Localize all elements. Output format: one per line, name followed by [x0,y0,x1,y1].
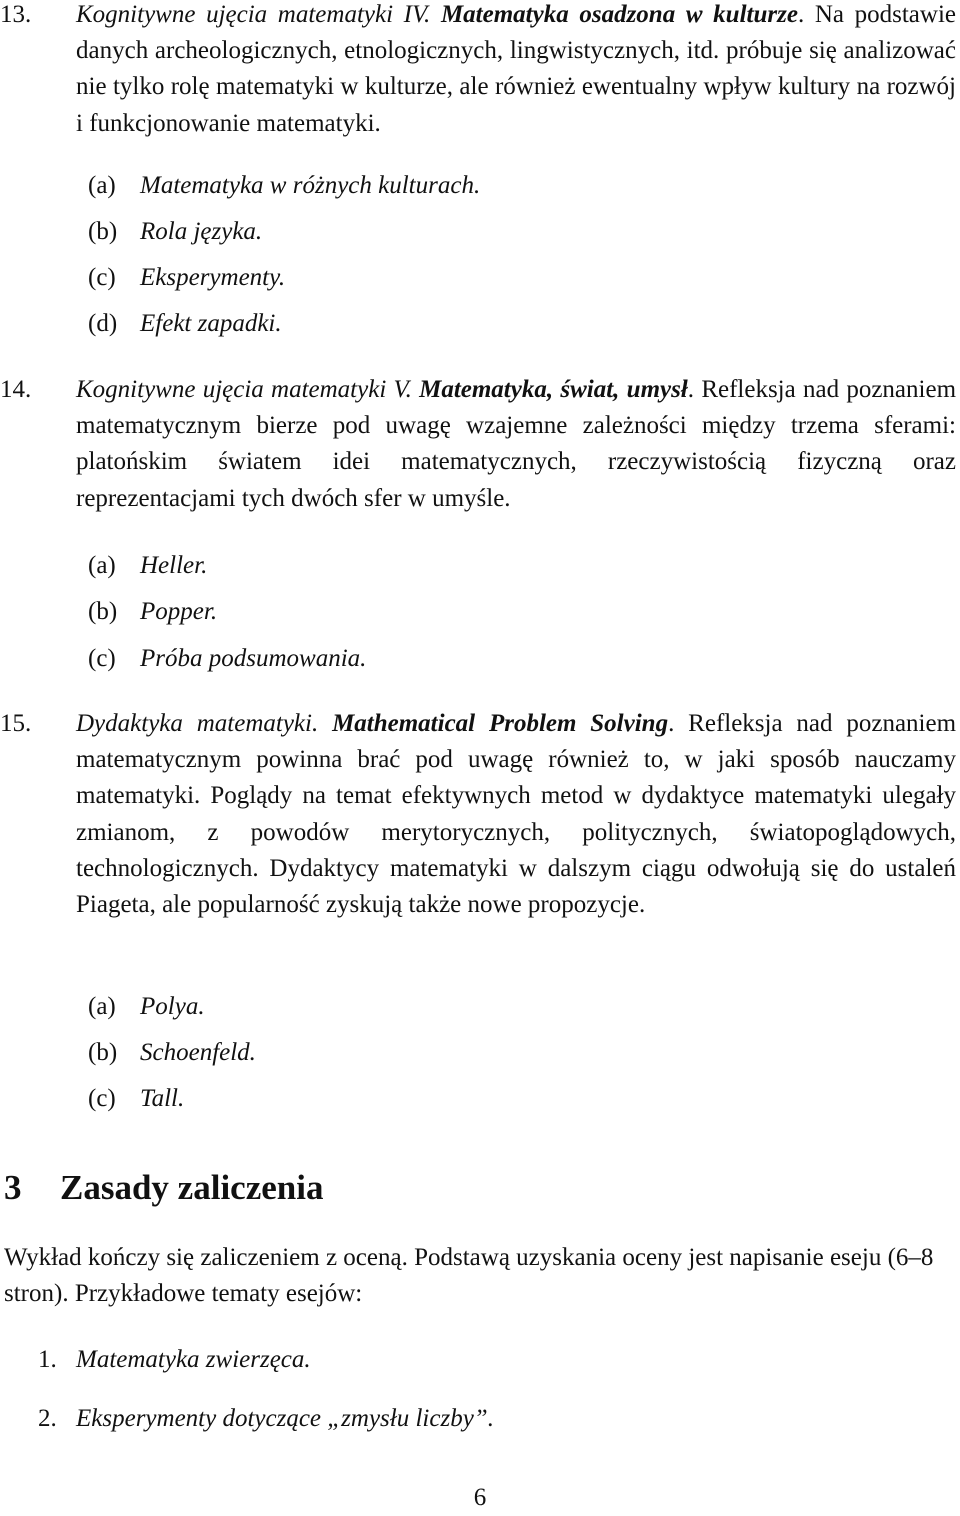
subitem-text: Schoenfeld. [140,1039,256,1066]
item-separator: . [668,710,675,737]
item-separator: . [687,376,695,403]
subitem-label: (a) [88,552,116,579]
item-text: Refleksja nad poznaniem matematycznym bierze pod uwagę wzajemne zależności między trzema sferami: platońskim światem idei matematycznych, rzeczywistością fizyczną oraz reprezentacjami tych dwóch sfer w umyśle. [76,376,957,512]
subitem-text: Efekt zapadki. [140,310,282,337]
item-number: 15. [0,710,32,737]
subitem [88,306,282,342]
subitem [88,1081,184,1117]
subitem [88,548,207,584]
subitem [88,1035,256,1071]
section-number: 3 [4,1168,22,1207]
subitem-text: Popper. [140,598,218,625]
paragraph: Wykład kończy się zaliczeniem z oceną. Podstawą uzyskania oceny jest napisanie eseju (6–8 stron). Przykładowe tematy esejów: [4,1244,934,1307]
item-title: Kognitywne ujęcia matematyki V. [76,376,412,403]
page-number: 6 [473,1484,487,1511]
subitem [88,594,217,630]
item-body [76,0,956,142]
subitem [88,989,205,1025]
subitem [88,214,262,250]
list-item-15 [0,706,956,923]
subitem-label: (d) [88,310,118,337]
essay-topic-text: Matematyka zwierzęca. [76,1346,311,1373]
subitem [88,168,480,204]
item-number: 14. [0,376,32,403]
item-title: Dydaktyka matematyki. [76,710,319,737]
subitem-label: (b) [88,218,118,245]
section-heading [4,1163,323,1213]
subitem-label: (a) [88,993,116,1020]
subitem-label: (c) [88,264,116,291]
item-text: Refleksja nad poznaniem matematycznym powinna brać pod uwagę również to, w jaki sposób nauczamy matematyki. Poglądy na temat efektywnych metod w dydaktyce matematyki ulegały zmianom, z powodów merytorycznych, politycznych, światopoglądowych, technologicznych. Dydaktycy matematyki w dalszym ciągu odwołują się do ustaleń Piageta, ale popularność zyskują także nowe propozycje. [76,710,957,919]
item-title: Kognitywne ujęcia matematyki IV. [76,1,431,28]
item-subtitle: Matematyka, świat, umysł [419,376,688,403]
subitem-label: (b) [88,598,118,625]
list-item-14 [0,372,956,517]
subitem [88,260,285,296]
subitem-label: (c) [88,1085,116,1112]
essay-topic-label: 1. [38,1346,57,1373]
item-text: Na podstawie danych archeologicznych, etnologicznych, lingwistycznych, itd. próbuje się analizować nie tylko rolę matematyki w kulturze, ale również ewentualny wpływ kultury na rozwój i funkcjonowanie matematyki. [76,1,956,137]
item-body [76,706,956,923]
essay-topic [38,1342,311,1378]
item-separator: . [797,1,805,28]
subitem [88,641,366,677]
subitem-label: (b) [88,1039,118,1066]
subitem-text: Tall. [140,1085,185,1112]
subitem-text: Próba podsumowania. [140,645,367,672]
subitem-text: Matematyka w różnych kulturach. [140,172,481,199]
item-subtitle: Mathematical Problem Solving [332,710,669,737]
essay-topic-label: 2. [38,1405,57,1432]
essay-topic-text: Eksperymenty dotyczące „zmysłu liczby”. [76,1405,494,1432]
item-subtitle: Matematyka osadzona w kulturze [440,1,798,28]
subitem-text: Heller. [140,552,208,579]
section-title: Zasady zaliczenia [60,1168,324,1207]
subitem-label: (c) [88,645,116,672]
list-item-13 [0,0,956,142]
subitem-text: Rola języka. [140,218,263,245]
subitem-text: Polya. [140,993,205,1020]
item-number: 13. [0,1,32,28]
essay-topic [38,1401,494,1437]
item-body [76,372,956,517]
subitem-text: Eksperymenty. [140,264,286,291]
subitem-label: (a) [88,172,116,199]
